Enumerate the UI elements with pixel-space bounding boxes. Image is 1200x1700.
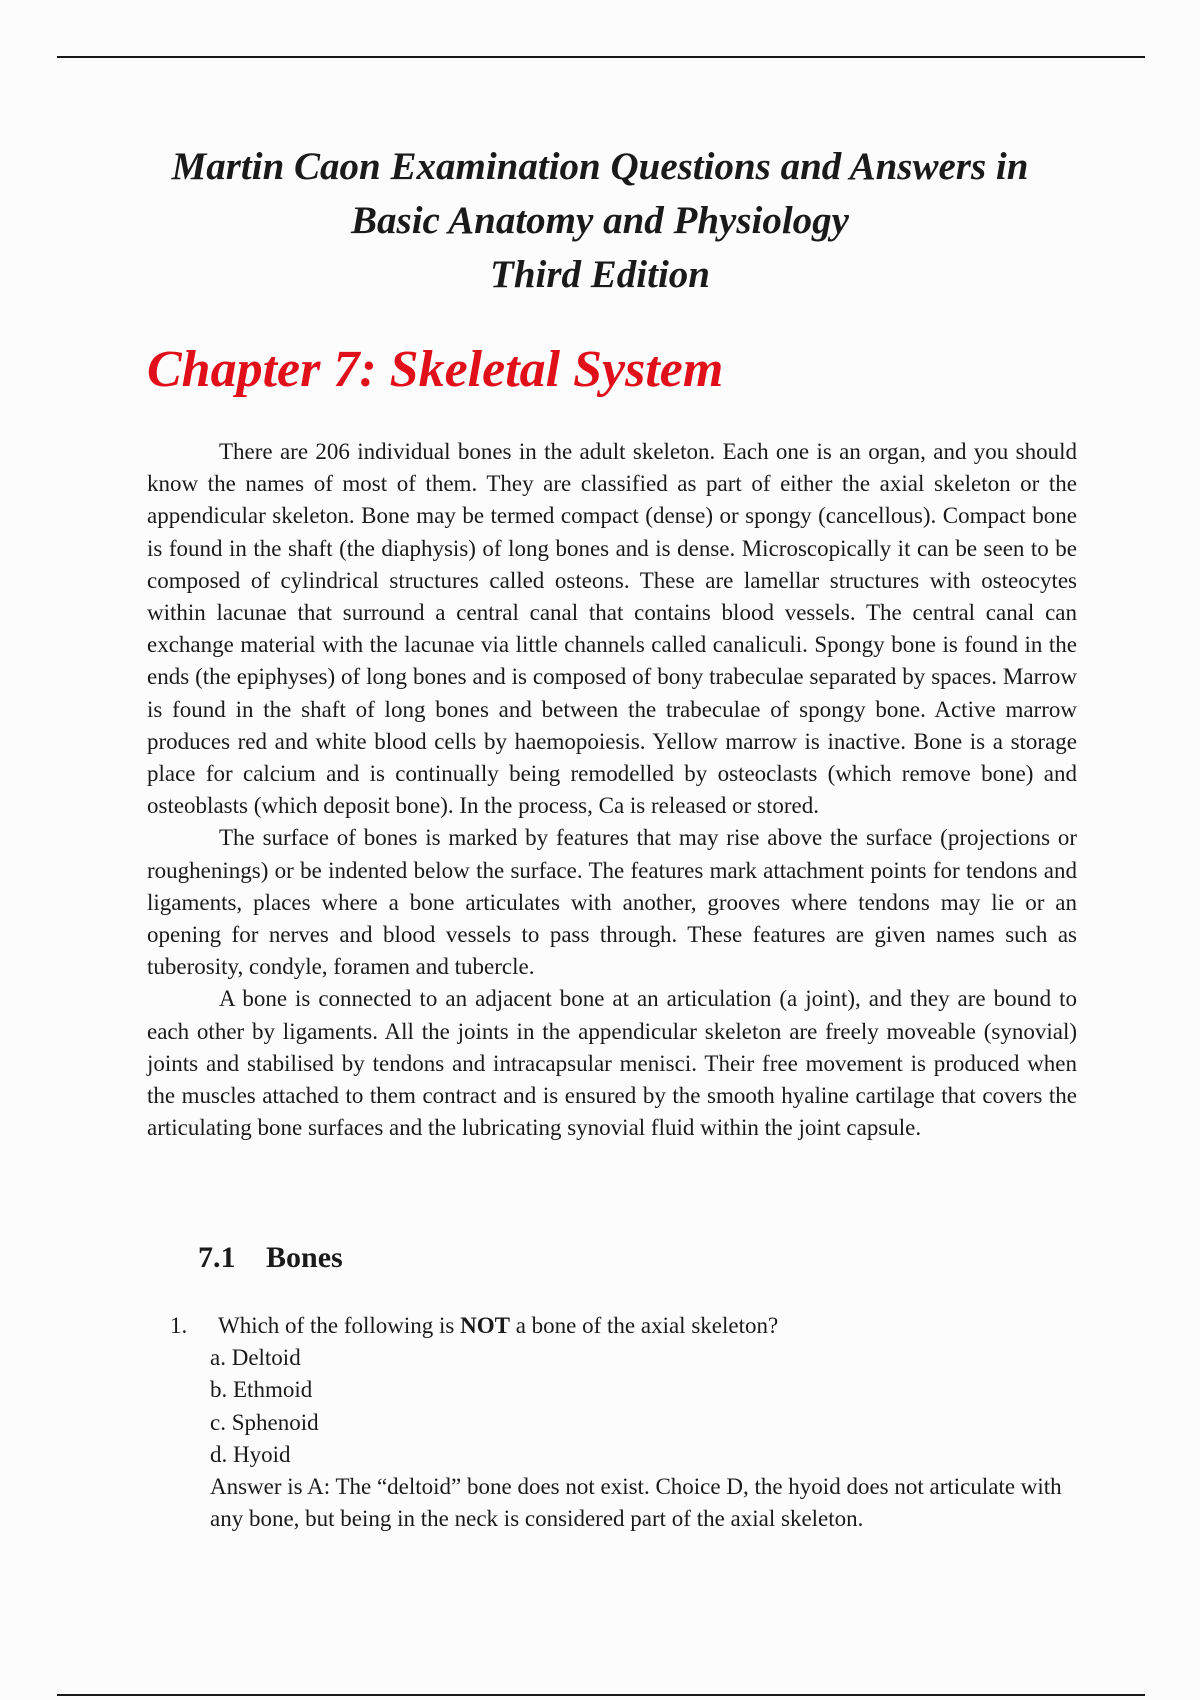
title-line-2: Basic Anatomy and Physiology	[351, 199, 849, 242]
intro-paragraph-2: The surface of bones is marked by features that may rise above the surface (projections or roughenings) or be indented below the surface. The features mark attachment points for tendons and ligaments, places where a bone articulates with another, grooves where tendons may lie or an opening for nerves and blood vessels to pass through. These features are given names such as tuberosity, condyle, foramen and tubercle.	[147, 825, 1077, 980]
title-line-3: Third Edition	[490, 253, 710, 296]
question-stem-emphasis: NOT	[460, 1313, 510, 1338]
bottom-rule	[57, 1694, 1145, 1696]
section-number: 7.1	[198, 1241, 236, 1274]
document-title	[100, 140, 1100, 302]
question-number: 1.	[170, 1313, 188, 1338]
answer-explanation: Answer is A: The “deltoid” bone does not exist. Choice D, the hyoid does not articulate with any bone, but being in the neck is considered part of the axial skeleton.	[210, 1474, 1062, 1532]
option-a: a. Deltoid	[210, 1345, 301, 1371]
section-title: Bones	[266, 1241, 343, 1274]
intro-text	[147, 436, 1077, 1144]
intro-paragraph-1: There are 206 individual bones in the adult skeleton. Each one is an organ, and you should know the names of most of them. They are classified as part of either the axial skeleton or the appendicular skeleton. Bone may be termed compact (dense) or spongy (cancellous). Compact bone is found in the shaft (the diaphysis) of long bones and is dense. Microscopically it can be seen to be composed of cylindrical structures called osteons. These are lamellar structures with osteocytes within lacunae that surround a central canal that contains blood vessels. The central canal can exchange material with the lacunae via little channels called canaliculi. Spongy bone is found in the ends (the epiphyses) of long bones and is composed of bony trabeculae separated by spaces. Marrow is found in the shaft of long bones and between the trabeculae of spongy bone. Active marrow produces red and white blood cells by haemopoiesis. Yellow marrow is inactive. Bone is a storage place for calcium and is continually being remodelled by osteoclasts (which remove bone) and osteoblasts (which deposit bone). In the process, Ca is released or stored.	[147, 439, 1077, 819]
intro-paragraph-3: A bone is connected to an adjacent bone at an articulation (a joint), and they are bound to each other by ligaments. All the joints in the appendicular skeleton are freely moveable (synovial) joints and stabilised by tendons and intracapsular menisci. Their free movement is produced when the muscles attached to them contract and is ensured by the smooth hyaline cartilage that covers the articulating bone surfaces and the lubricating synovial fluid within the joint capsule.	[147, 986, 1077, 1141]
option-c: c. Sphenoid	[210, 1409, 319, 1435]
section-heading	[198, 1238, 343, 1278]
question-stem-text-before: Which of the following is	[218, 1313, 461, 1338]
question-stem-text-after: a bone of the axial skeleton?	[509, 1313, 779, 1338]
option-d: d. Hyoid	[210, 1441, 291, 1467]
top-rule	[57, 56, 1145, 58]
question-item	[170, 1310, 1070, 1535]
title-line-1: Martin Caon Examination Questions and Answers in	[171, 145, 1029, 188]
answer-options	[170, 1342, 1070, 1471]
chapter-title: Chapter 7: Skeletal System	[147, 341, 724, 398]
question-stem	[170, 1310, 1070, 1342]
option-b: b. Ethmoid	[210, 1377, 313, 1403]
